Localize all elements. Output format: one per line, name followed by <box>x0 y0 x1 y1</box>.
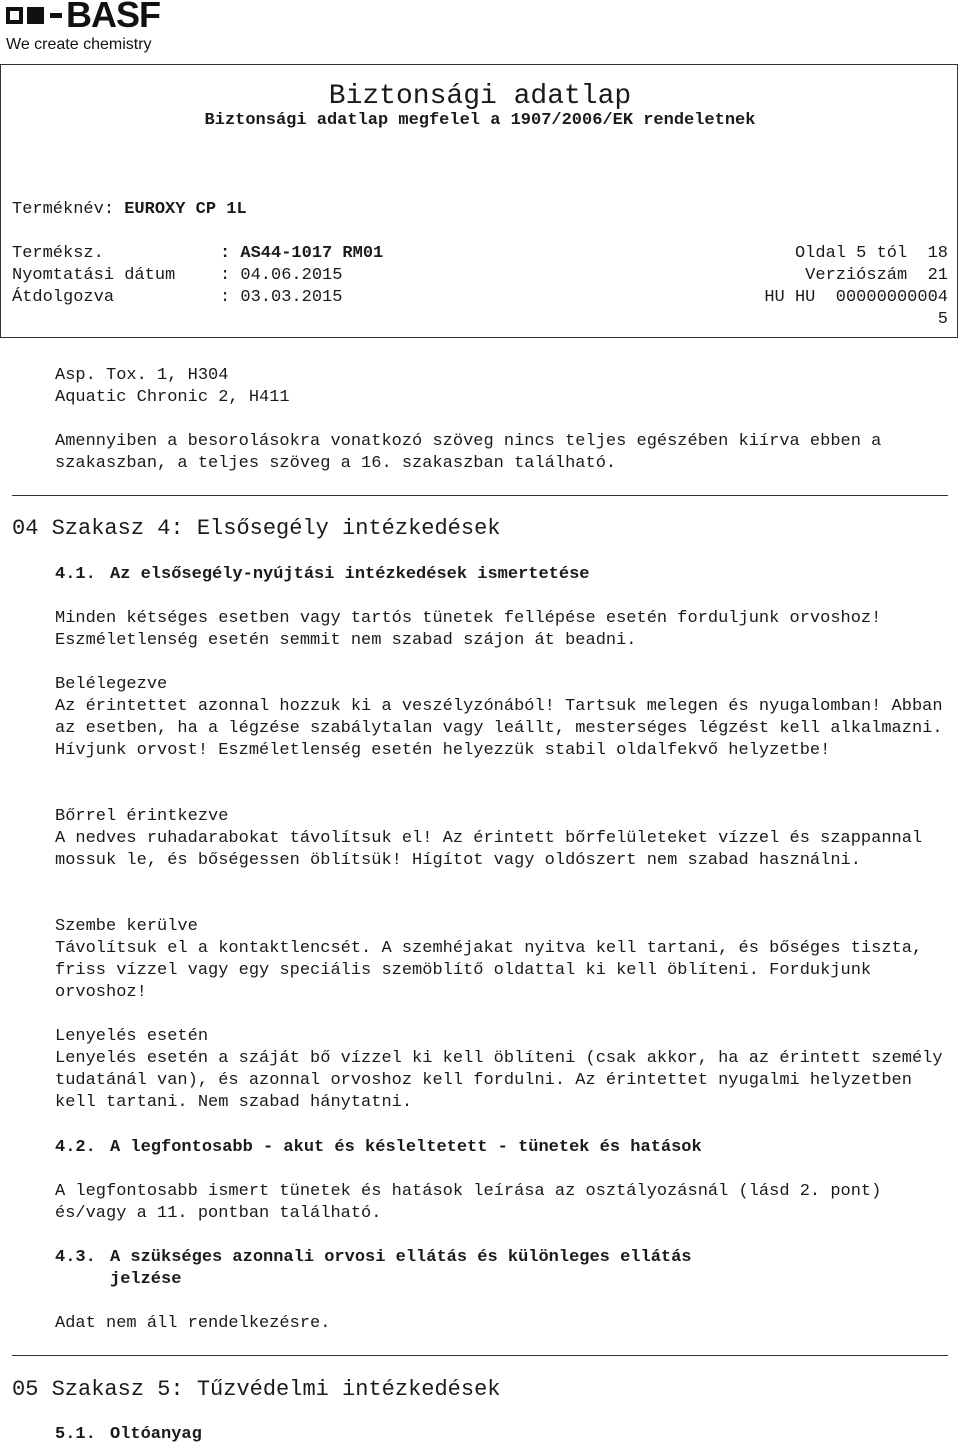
document-code: HU HU 00000000004 <box>764 288 948 307</box>
product-name: EUROXY CP 1L <box>124 200 247 219</box>
section-5-title: Szakasz 5: Tűzvédelmi intézkedések <box>51 1377 501 1402</box>
section-divider <box>12 495 948 496</box>
subsection-4-2-heading: 4.2. A legfontosabb - akut és késleltetett - tünetek és hatások <box>55 1138 702 1157</box>
section-4-number: 04 <box>12 516 39 541</box>
skin-contact-heading: Bőrrel érintkezve <box>55 807 229 826</box>
header-row-value-1: : 04.06.2015 <box>220 266 343 285</box>
eye-contact-heading: Szembe kerülve <box>55 917 198 936</box>
eye-contact-text: Távolítsuk el a kontaktlencsét. A szemhéjakat nyitva kell tartani, és bőséges tiszta, friss vízzel vagy egy speciális szemöblítő oldattal ki kell öblíteni. Fordukjunk orvoshoz! <box>55 939 923 1002</box>
logo-squares-icon <box>6 7 44 24</box>
basf-logo <box>6 0 160 54</box>
section-4-heading <box>12 516 500 542</box>
ingestion-text: Lenyelés esetén a száját bő vízzel ki kell öblíteni (csak akkor, ha az érintett személy tudatánál van), és azonnal orvoshoz kell fordulni. Az érintettet nyugalmi helyzetben kell tartani. Nem szabad hánytatni. <box>55 1049 943 1112</box>
subsection-4-3-heading-cont: jelzése <box>110 1270 182 1289</box>
header-row-label-1: Nyomtatási dátum <box>12 266 176 285</box>
subsection-4-3-heading: 4.3. A szükséges azonnali orvosi ellátás és különleges ellátás <box>55 1248 692 1267</box>
logo-tagline: We create chemistry <box>6 36 152 53</box>
medical-attention-text: Adat nem áll rendelkezésre. <box>55 1314 331 1333</box>
section-divider-2 <box>12 1355 948 1356</box>
page-number: Oldal 5 tól 18 <box>794 244 948 263</box>
symptoms-text: A legfontosabb ismert tünetek és hatások leírása az osztályozásnál (lásd 2. pont) és/vagy a 11. pontban található. <box>55 1182 882 1223</box>
product-name-row <box>12 199 247 221</box>
inhalation-text: Az érintettet azonnal hozzuk ki a veszélyzónából! Tartsuk melegen és nyugalomban! Abban az esetben, ha a légzése szabálytalan vagy leállt, mesterséges légzést kell alkalmazni. Hívjunk orvost! Eszméletlenség esetén helyezzük stabil oldalfekvő helyzetbe! <box>55 697 943 760</box>
hazard-line-1: Asp. Tox. 1, H304 <box>55 366 229 385</box>
document-title: Biztonsági adatlap <box>328 81 632 112</box>
header-row-value-0: : AS44-1017 RM01 <box>220 244 384 263</box>
document-subtitle: Biztonsági adatlap megfelel a 1907/2006/EK rendeletnek <box>204 111 756 130</box>
header-row-label-2: Átdolgozva <box>12 288 115 307</box>
section-5-heading <box>12 1377 500 1403</box>
hazard-line-2: Aquatic Chronic 2, H411 <box>55 388 290 407</box>
header-row-label-0: Terméksz. <box>12 244 104 263</box>
section-4-title: Szakasz 4: Elsősegély intézkedések <box>51 516 501 541</box>
subsection-4-1-heading: 4.1. Az elsősegély-nyújtási intézkedések ismertetése <box>55 565 590 584</box>
classification-note: Amennyiben a besorolásokra vonatkozó szöveg nincs teljes egészében kiírva ebben a szakaszban, a teljes szöveg a 16. szakaszban található. <box>55 432 882 473</box>
inhalation-heading: Belélegezve <box>55 675 168 694</box>
product-label: Terméknév: <box>12 200 115 219</box>
subsection-5-1-heading: 5.1. Oltóanyag <box>55 1425 202 1444</box>
logo-dash <box>50 13 62 18</box>
version-number: Verziószám 21 <box>805 266 948 285</box>
ingestion-heading: Lenyelés esetén <box>55 1027 209 1046</box>
first-aid-intro: Minden kétséges esetben vagy tartós tünetek fellépése esetén forduljunk orvoshoz! Eszméletlenség esetén semmit nem szabad szájon át beadni. <box>55 609 882 650</box>
skin-contact-text: A nedves ruhadarabokat távolítsuk el! Az érintett bőrfelületeket vízzel és szappannal mossuk le, és bőségessen öblítsük! Hígítot vagy oldószert nem szabad használni. <box>55 829 923 870</box>
logo-wordmark: BASF <box>66 0 160 35</box>
document-code-suffix: 5 <box>937 310 948 329</box>
header-row-value-2: : 03.03.2015 <box>220 288 343 307</box>
section-5-number: 05 <box>12 1377 39 1402</box>
